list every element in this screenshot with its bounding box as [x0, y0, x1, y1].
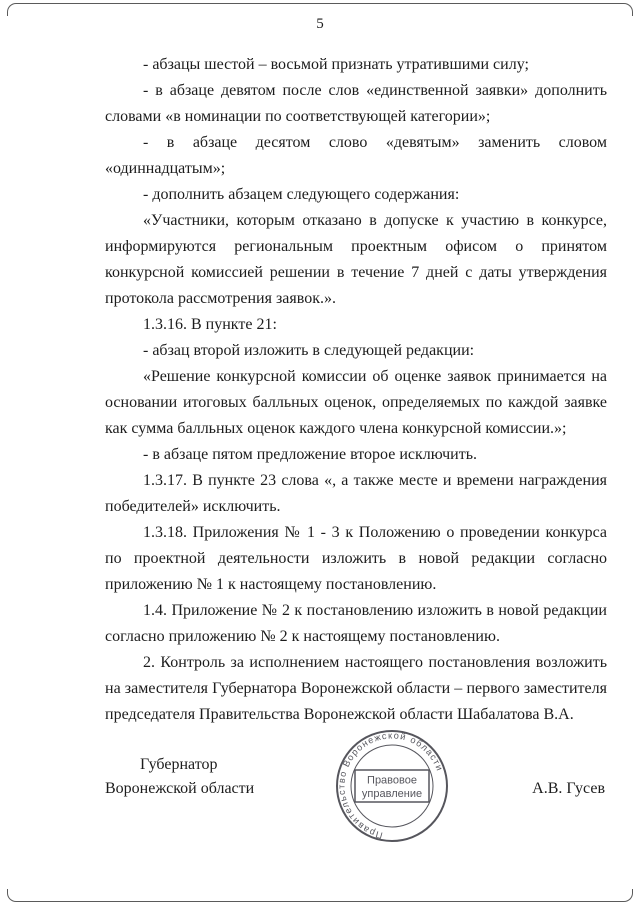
paragraph: - абзацы шестой – восьмой признать утратившими силу;: [143, 56, 529, 73]
paragraph: - дополнить абзацем следующего содержания:: [143, 186, 460, 203]
paragraph: 1.3.18. Приложения № 1 - 3 к Положению о проведении конкурса по проектной деятельности изложить в новой редакции согласно приложению № 1 к настоящему постановлению.: [105, 524, 607, 593]
paragraph: 1.4. Приложение № 2 к постановлению изложить в новой редакции согласно приложению № 2 к настоящему постановлению.: [105, 602, 607, 645]
paragraph: 1.3.16. В пункте 21:: [143, 316, 277, 333]
paragraph: - в абзаце девятом после слов «единственной заявки» дополнить словами «в номинации по соответствующей категории»;: [105, 82, 607, 125]
official-stamp: [332, 726, 452, 846]
stamp-ring-text: Правительство Воронежской области: [336, 730, 446, 841]
signature-title-line1: Губернатор: [140, 756, 218, 773]
stamp-center-line2: управление: [361, 788, 423, 800]
paragraph: 2. Контроль за исполнением настоящего постановления возложить на заместителя Губернатора Воронежской области – первого заместителя председателя Правительства Воронежской области Шабалатова В.А.: [105, 654, 607, 723]
signature-name: А.В. Гусев: [532, 780, 605, 797]
page-border-top: [7, 3, 633, 16]
paragraph: - абзац второй изложить в следующей редакции:: [143, 342, 475, 359]
paragraph: - в абзаце десятом слово «девятым» заменить словом «одиннадцатым»;: [105, 134, 607, 177]
paragraph: «Решение конкурсной комиссии об оценке заявок принимается на основании итоговых балльных оценок, определяемых по каждой заявке как сумма балльных оценок каждого члена конкурсной комиссии.»;: [105, 368, 607, 437]
signature-title: [105, 753, 254, 801]
page-number: 5: [316, 16, 324, 32]
stamp-center-line1: Правовое: [367, 774, 417, 787]
paragraph: «Участники, которым отказано в допуске к участию в конкурсе, информируются региональным проектным офисом о принятом конкурсной комиссией решении в течение 7 дней с даты утверждения протокола рассмотрения заявок.».: [105, 212, 607, 307]
paragraph: 1.3.17. В пункте 23 слова «, а также месте и времени награждения победителей» исключить.: [105, 472, 607, 515]
document-body: [105, 52, 607, 728]
page-border-bottom: [7, 889, 633, 902]
paragraph: - в абзаце пятом предложение второе исключить.: [143, 446, 477, 463]
signature-title-line2: Воронежской области: [105, 780, 255, 797]
